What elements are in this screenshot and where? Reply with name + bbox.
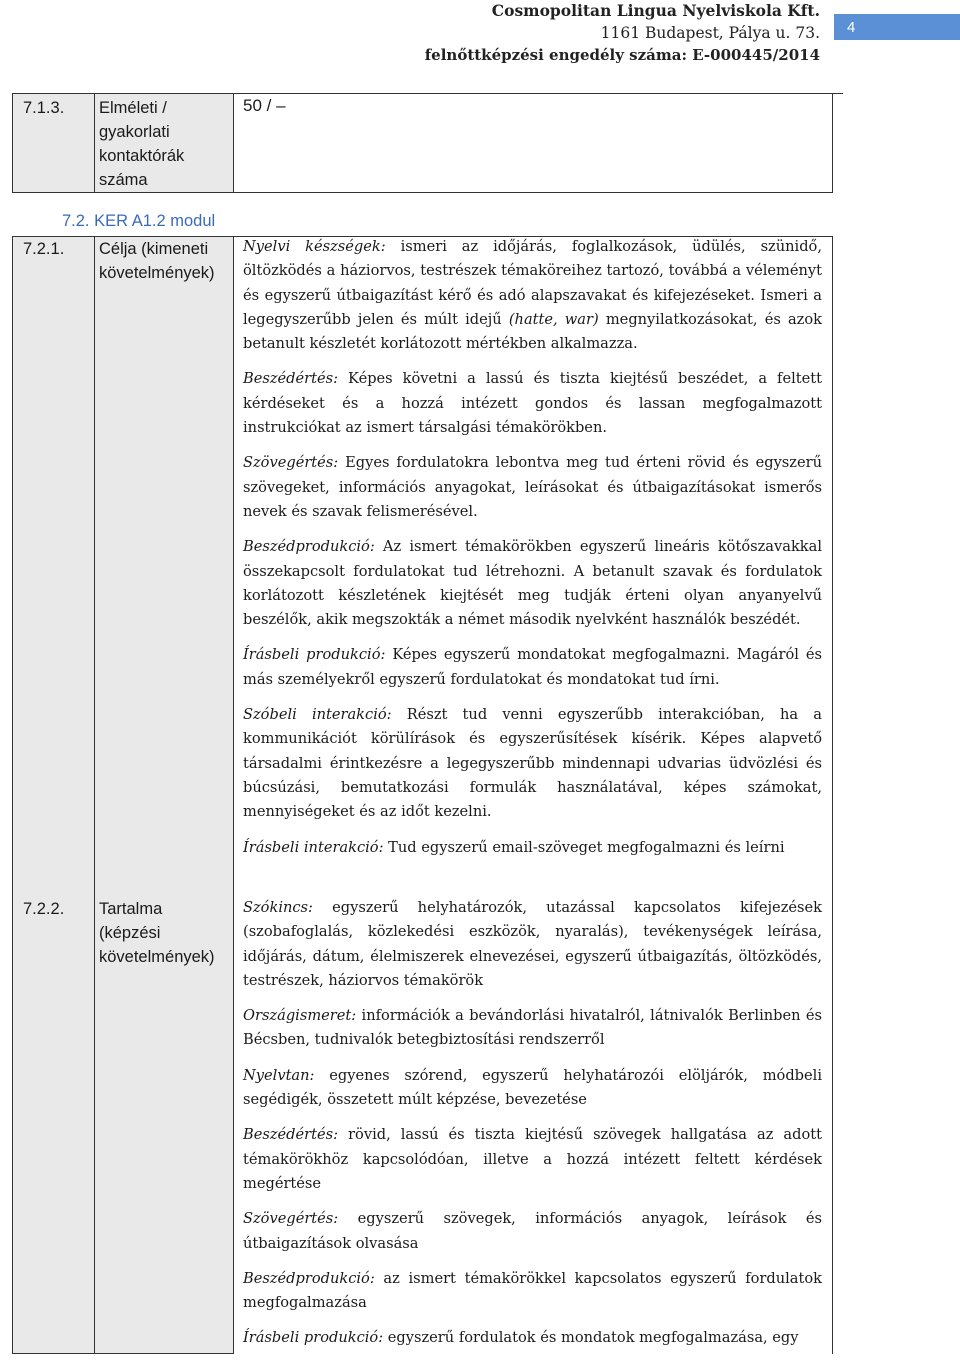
paragraph: Írásbeli produkció: egyszerű fordulatok és mondatok megfogalmazása, egy: [243, 1329, 799, 1347]
top-table-number: 7.1.3.: [23, 99, 65, 117]
paragraph: Országismeret: információk a bevándorlási hivatalról, látnivalók Berlinben és Bécsben, tudnivalók betegbiztosítási rendszerről: [243, 1007, 822, 1049]
paragraph: Szóbeli interakció: Részt tud venni egyszerűbb interakcióban, ha a kommunikációt körülírások és egyszerűsítések kísérik. Képes alapvető társadalmi érintkezésre a legegyszerűbb mindennapi udvarias üdvözlési és búcsúzási, bemutatkozási formulák használatával, képes számokat, mennyiségeket és az időt kezelni.: [243, 706, 822, 821]
school-name: Cosmopolitan Lingua Nyelviskola Kft.: [491, 1, 820, 20]
page-header: [425, 0, 820, 66]
row2-label: Tartalma (képzési követelmények): [99, 900, 215, 966]
section-heading: 7.2. KER A1.2 modul: [62, 212, 216, 230]
row1-number: 7.2.1.: [23, 240, 65, 258]
paragraph: Nyelvi készségek: ismeri az időjárás, foglalkozások, üdülés, szünidő, öltözködés a háziorvos, testrészek témaköreihez tartozó, továbbá a véleményt és egyszerű útbaigazítást kérő és adó alapszavakat és kifejezéseket. Ismeri a legegyszerűbb jelen és múlt idejű (hatte, war) megnyilatkozásokat, és azok betanult készletét korlátozott mértékben alkalmazza.: [243, 238, 822, 353]
paragraph: Nyelvtan: egyenes szórend, egyszerű helyhatározói elöljárók, módbeli segédigék, összetett múlt képzése, bevezetése: [243, 1066, 822, 1109]
paragraph: Szókincs: egyszerű helyhatározók, utazással kapcsolatos kifejezések (szobafoglalás, közlekedési eszközök, nyaralás), tevékenységek leírása, időjárás, dátum, élelmiszerek elnevezései, egyszerű útbaigazítás, öltözködés, testrészek, háziorvos témakörök: [243, 899, 822, 989]
paragraph: Beszédprodukció: Az ismert témakörökben egyszerű lineáris kötőszavakkal összekapcsolt fordulatokat tud létrehozni. A betanult szavak és fordulatok korlátozott készletének kiejtését meg tudják érteni olyan anyanyelvű beszélők, akik megszokták a német második nyelvként használók beszédét.: [243, 538, 822, 629]
main-table-label-col: [94, 236, 234, 1354]
row1-content: [243, 235, 822, 871]
paragraph: Írásbeli produkció: Képes egyszerű mondatokat megfogalmazni. Magáról és más személyekről egyszerű fordulatokat és mondatokat tud írni.: [243, 646, 822, 688]
paragraph: Szövegértés: egyszerű szövegek, információs anyagok, leírások és útbaigazítások olvasása: [243, 1210, 822, 1252]
paragraph: Szövegértés: Egyes fordulatokra lebontva meg tud érteni rövid és egyszerű szövegeket, információs anyagokat, leírásokat és útbaigazításokat ismerős nevek és szavak felismerésével.: [243, 454, 822, 520]
license-number: felnőttképzési engedély száma: E-000445/2014: [424, 46, 820, 64]
row2-content: [243, 896, 822, 1362]
row2-number: 7.2.2.: [23, 900, 65, 918]
top-table-value-cell: [234, 93, 833, 193]
top-table-label: Elméleti / gyakorlati kontaktórák száma: [99, 99, 185, 189]
school-address: 1161 Budapest, Pálya u. 73.: [600, 24, 820, 42]
paragraph: Beszédprodukció: az ismert témakörökkel kapcsolatos egyszerű fordulatok megfogalmazása: [243, 1269, 822, 1312]
paragraph: Írásbeli interakció: Tud egyszerű email-szöveget megfogalmazni és leírni: [243, 838, 785, 856]
paragraph: Beszédértés: Képes követni a lassú és tiszta kiejtésű beszédet, a feltett kérdéseket és a hozzá intézett gondos és lassan megfogalmazott instrukciókat az ismert társalgási témakörökben.: [243, 370, 822, 437]
main-table-number-col: [12, 236, 94, 1354]
page-number-badge: 4: [834, 14, 960, 40]
row1-label: Célja (kimeneti követelmények): [99, 240, 215, 282]
contact-hours-value: 50 / –: [243, 96, 286, 115]
paragraph: Beszédértés: rövid, lassú és tiszta kiejtésű szövegek hallgatása az adott témakörökhöz kapcsolódóan, illetve a hozzá intézett feltett kérdések megértése: [243, 1126, 822, 1192]
